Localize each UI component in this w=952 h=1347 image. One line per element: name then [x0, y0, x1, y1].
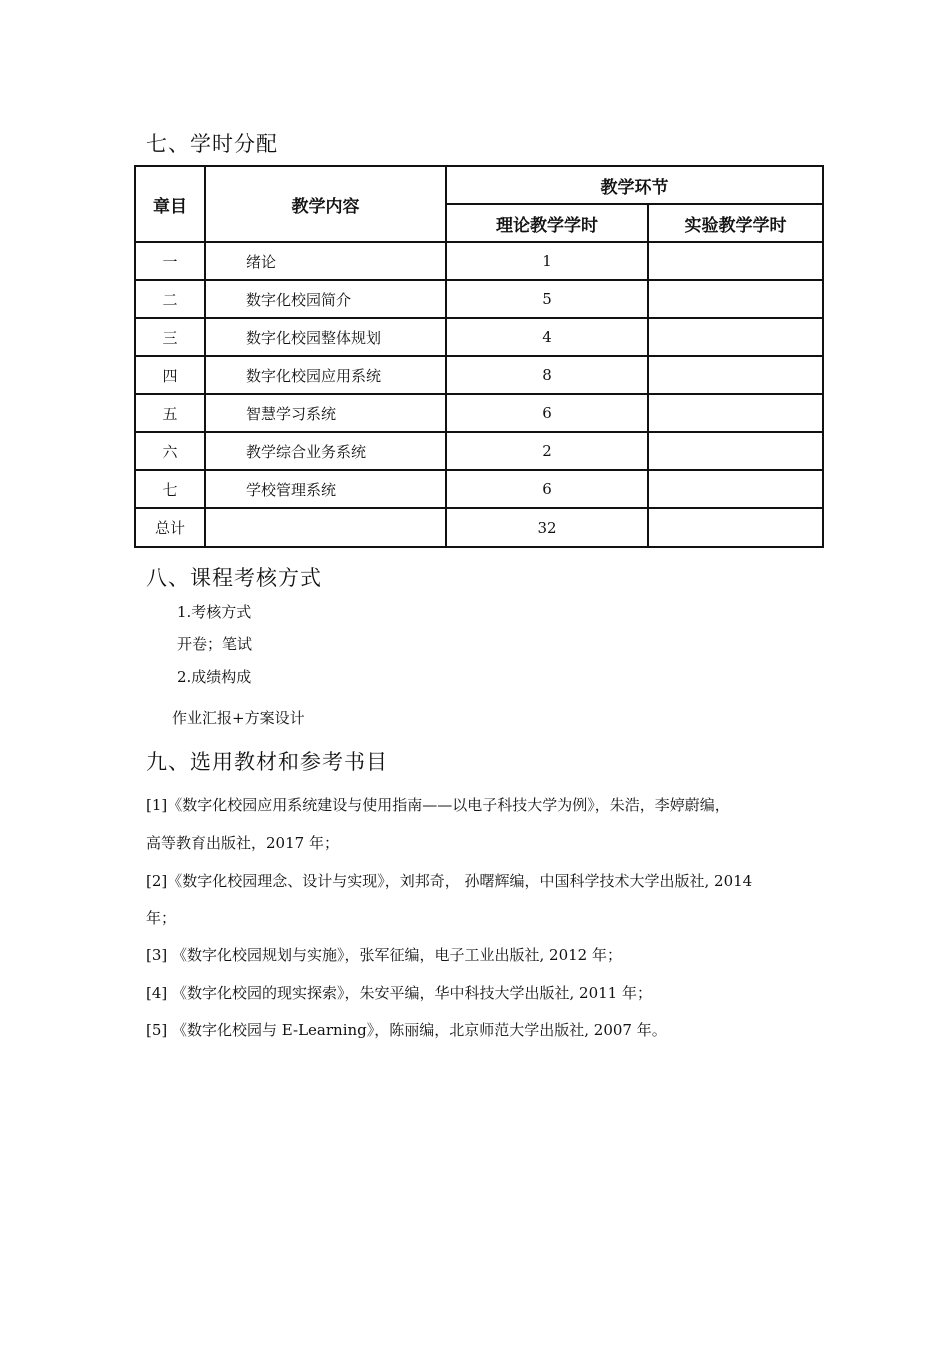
table-header-row — [135, 166, 823, 204]
table-total-row — [135, 508, 823, 547]
cell-lab — [648, 470, 823, 508]
grade-composition-text: 作业汇报+方案设计 — [172, 709, 305, 727]
cell-chapter: 二 — [135, 280, 205, 318]
table-row — [135, 356, 823, 394]
assessment-method-text: 开卷；笔试 — [177, 635, 253, 653]
cell-lab — [648, 318, 823, 356]
cell-content: 数字化校园整体规划 — [205, 318, 446, 356]
cell-total-theory: 32 — [446, 508, 648, 547]
reference-line: 年； — [146, 909, 177, 927]
cell-content: 教学综合业务系统 — [205, 432, 446, 470]
cell-total-content — [205, 508, 446, 547]
cell-lab — [648, 356, 823, 394]
section-9-heading: 九、选用教材和参考书目 — [146, 750, 388, 774]
header-theory: 理论教学学时 — [446, 204, 648, 242]
assessment-item-1: 1.考核方式 — [177, 603, 252, 621]
cell-content: 学校管理系统 — [205, 470, 446, 508]
cell-content: 绪论 — [205, 242, 446, 280]
section-7-heading: 七、学时分配 — [146, 132, 278, 156]
cell-chapter: 五 — [135, 394, 205, 432]
table-row — [135, 242, 823, 280]
table-row — [135, 394, 823, 432]
cell-theory: 6 — [446, 394, 648, 432]
cell-chapter: 三 — [135, 318, 205, 356]
header-lab: 实验教学学时 — [648, 204, 823, 242]
reference-line: 高等教育出版社，2017 年； — [146, 834, 339, 852]
cell-content: 数字化校园简介 — [205, 280, 446, 318]
cell-total-label: 总计 — [135, 508, 205, 547]
table-row — [135, 432, 823, 470]
header-stage: 教学环节 — [446, 166, 823, 204]
reference-line: [1]《数字化校园应用系统建设与使用指南——以电子科技大学为例》，朱浩，李婷蔚编， — [146, 796, 730, 814]
cell-chapter: 一 — [135, 242, 205, 280]
cell-content: 数字化校园应用系统 — [205, 356, 446, 394]
cell-theory: 1 — [446, 242, 648, 280]
cell-theory: 4 — [446, 318, 648, 356]
cell-content: 智慧学习系统 — [205, 394, 446, 432]
cell-lab — [648, 394, 823, 432]
header-content: 教学内容 — [205, 166, 446, 242]
reference-line: [3] 《数字化校园规划与实施》，张军征编，电子工业出版社, 2012 年； — [146, 946, 622, 964]
cell-total-lab — [648, 508, 823, 547]
table-row — [135, 470, 823, 508]
reference-line: [2]《数字化校园理念、设计与实现》，刘邦奇， 孙曙辉编，中国科学技术大学出版社, 2014 — [146, 872, 753, 890]
header-chapter: 章目 — [135, 166, 205, 242]
cell-chapter: 四 — [135, 356, 205, 394]
cell-theory: 2 — [446, 432, 648, 470]
reference-line: [5] 《数字化校园与 E-Learning》，陈丽编，北京师范大学出版社, 2007 年。 — [146, 1021, 667, 1039]
reference-line: [4] 《数字化校园的现实探索》，朱安平编，华中科技大学出版社, 2011 年； — [146, 984, 652, 1002]
hours-table — [134, 165, 824, 548]
cell-theory: 5 — [446, 280, 648, 318]
assessment-item-2: 2.成绩构成 — [177, 668, 252, 686]
cell-lab — [648, 280, 823, 318]
cell-chapter: 七 — [135, 470, 205, 508]
table-row — [135, 318, 823, 356]
cell-theory: 6 — [446, 470, 648, 508]
cell-chapter: 六 — [135, 432, 205, 470]
section-8-heading: 八、课程考核方式 — [146, 566, 322, 590]
cell-lab — [648, 432, 823, 470]
cell-theory: 8 — [446, 356, 648, 394]
table-row — [135, 280, 823, 318]
cell-lab — [648, 242, 823, 280]
